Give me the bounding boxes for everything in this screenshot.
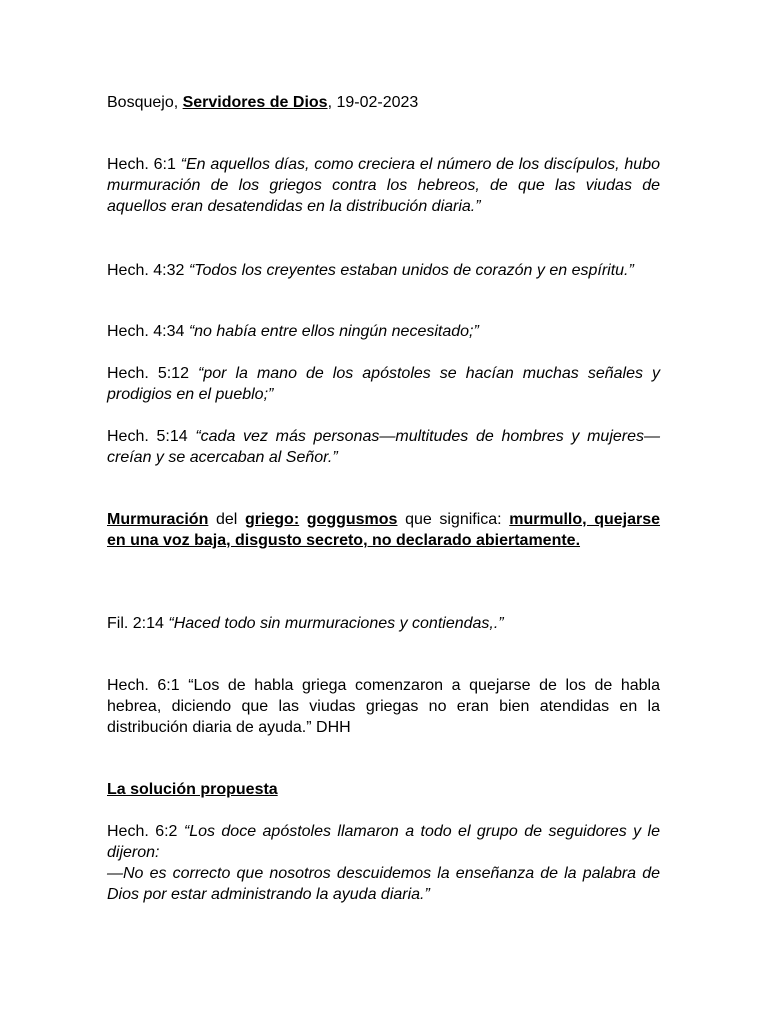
verse-hech-6-1-dhh <box>107 675 660 738</box>
document-header <box>107 92 660 113</box>
section-heading <box>107 779 660 800</box>
header-prefix: Bosquejo, <box>107 94 183 111</box>
verse-quote: “por la mano de los apóstoles se hacían muchas señales y prodigios en el pueblo;” <box>107 365 660 403</box>
verse-quote: “Los doce apóstoles llamaron a todo el grupo de seguidores y le dijeron: <box>107 823 660 861</box>
definition-meaning: murmullo, quejarse en una voz baja, disgusto secreto, no declarado abiertamente. <box>107 511 661 549</box>
definition-text <box>299 511 307 528</box>
verse-quote: “no había entre ellos ningún necesitado;” <box>188 323 479 340</box>
definition-paragraph <box>107 509 660 551</box>
verse-hech-6-1 <box>107 154 660 217</box>
verse-ref: Hech. 4:34 <box>107 323 189 340</box>
definition-greek-word: goggusmos <box>306 511 398 528</box>
verse-text: Hech. 6:1 “Los de habla griega comenzaron a quejarse de los de habla hebrea, diciendo que las viudas griegas no eran bien atendidas en la distribución diaria de ayuda.” DHH <box>107 677 660 736</box>
verse-ref: Hech. 4:32 <box>107 262 189 279</box>
definition-text: que significa: <box>397 511 510 528</box>
definition-word: Murmuración <box>107 511 209 528</box>
verse-ref: Fil. 2:14 <box>107 615 169 632</box>
definition-text: del <box>208 511 245 528</box>
verse-hech-4-32 <box>107 260 660 281</box>
verse-hech-5-14 <box>107 426 660 468</box>
verse-ref: Hech. 6:2 <box>107 823 184 840</box>
verse-hech-6-2 <box>107 821 660 905</box>
definition-language: griego: <box>244 511 300 528</box>
verse-quote: “Todos los creyentes estaban unidos de corazón y en espíritu.” <box>188 262 634 279</box>
verse-ref: Hech. 6:1 <box>107 156 181 173</box>
verse-ref: Hech. 5:12 <box>107 365 198 382</box>
verse-fil-2-14 <box>107 613 660 634</box>
verse-quote: “Haced todo sin murmuraciones y contiendas,.” <box>168 615 504 632</box>
verse-quote-continuation: —No es correcto que nosotros descuidemos la enseñanza de la palabra de Dios por estar administrando la ayuda diaria.” <box>107 865 660 903</box>
verse-ref: Hech. 5:14 <box>107 428 196 445</box>
verse-quote: “En aquellos días, como creciera el número de los discípulos, hubo murmuración de los griegos contra los hebreos, de que las viudas de aquellos eran desatendidas en la distribución diaria.” <box>107 156 660 215</box>
verse-hech-4-34 <box>107 321 660 342</box>
section-heading-text: La solución propuesta <box>107 781 278 798</box>
verse-hech-5-12 <box>107 363 660 405</box>
document-title: Servidores de Dios <box>182 94 328 111</box>
header-date: , 19-02-2023 <box>327 94 419 111</box>
verse-quote: “cada vez más personas—multitudes de hombres y mujeres—creían y se acercaban al Señor.” <box>107 428 661 466</box>
